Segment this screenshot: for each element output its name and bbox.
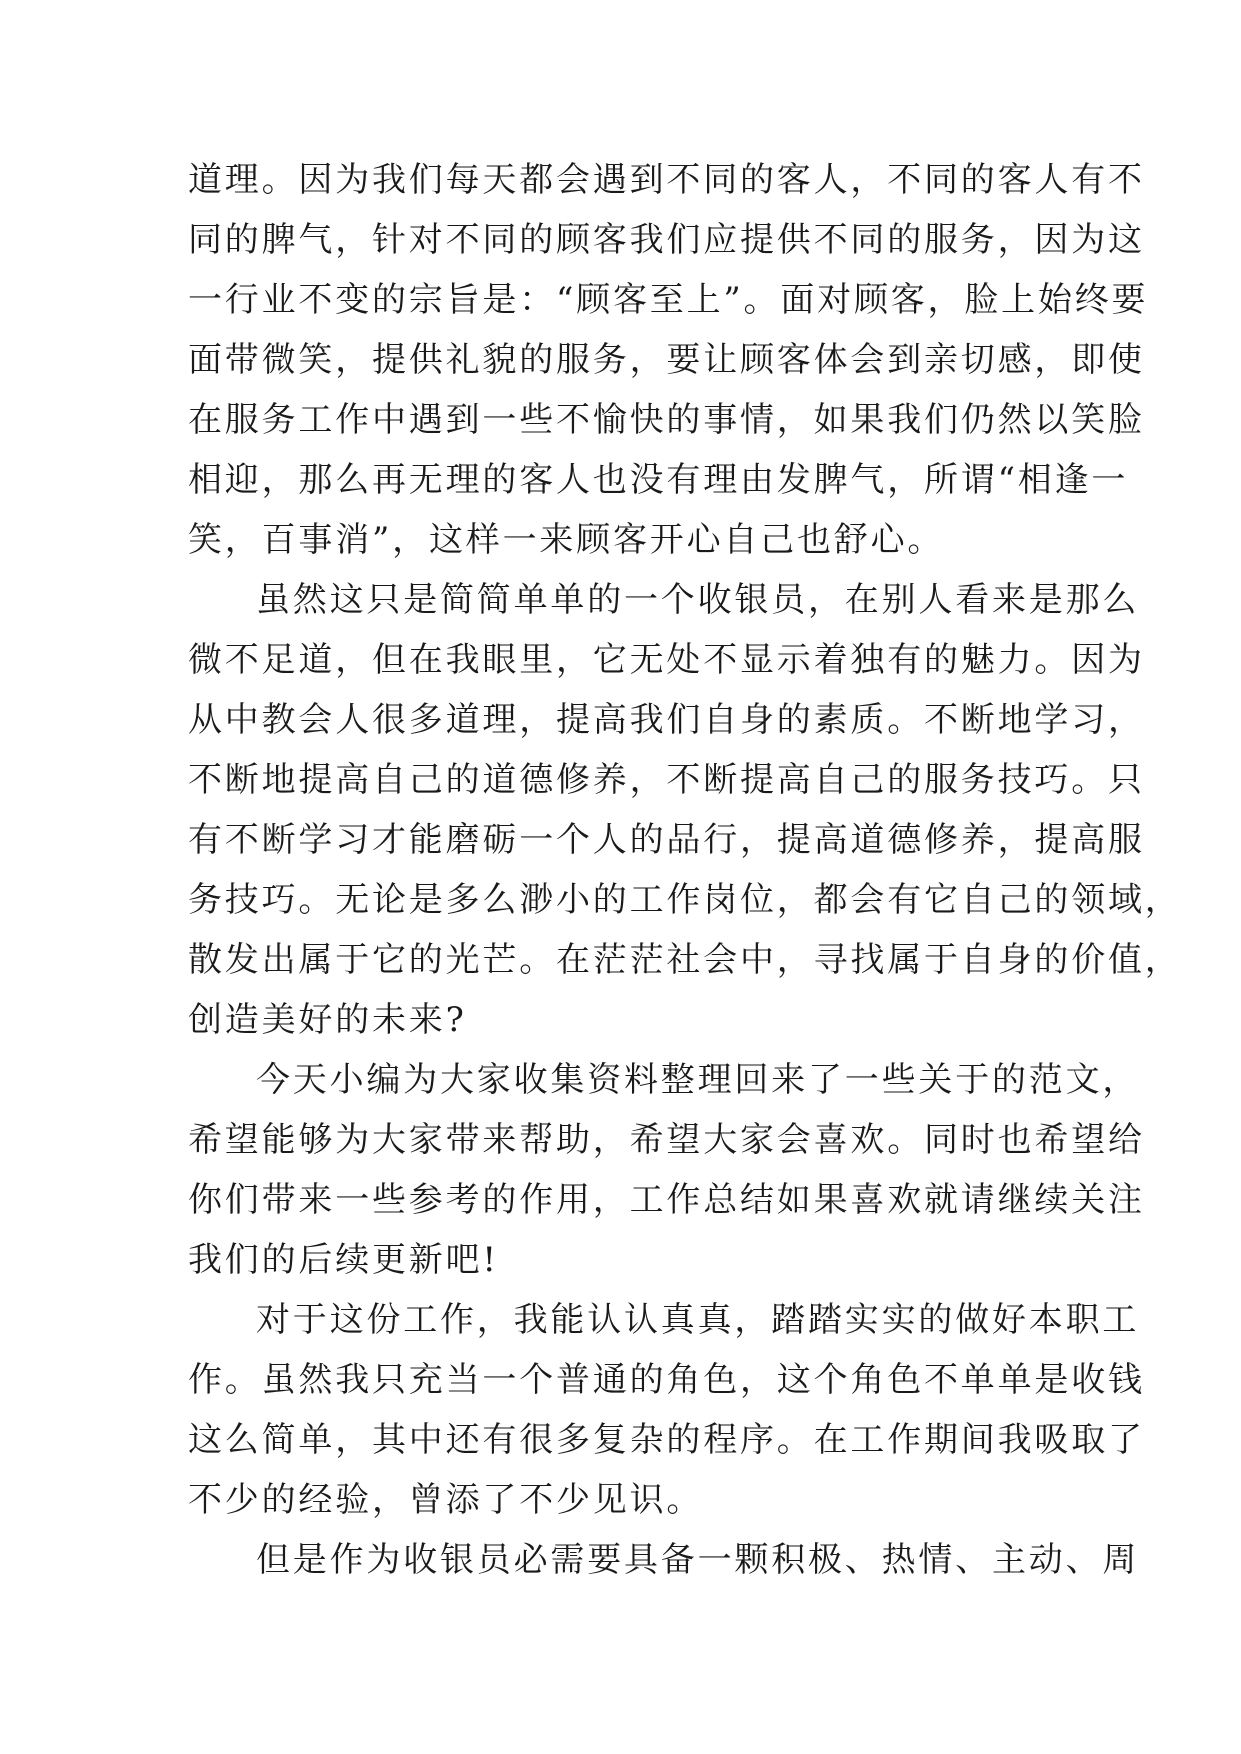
text-line: 一行业不变的宗旨是：“顾客至上”。面对顾客，脸上始终要 bbox=[188, 280, 1149, 320]
paragraph-first-line: 对于这份工作，我能认认真真，踏踏实实的做好本职工 bbox=[256, 1300, 1140, 1340]
text-line: 微不足道，但在我眼里，它无处不显示着独有的魅力。因为 bbox=[188, 640, 1145, 680]
text-line: 相迎，那么再无理的客人也没有理由发脾气，所谓“相逢一 bbox=[188, 460, 1129, 500]
text-line: 作。虽然我只充当一个普通的角色，这个角色不单单是收钱 bbox=[188, 1360, 1145, 1400]
text-line: 面带微笑，提供礼貌的服务，要让顾客体会到亲切感，即使 bbox=[188, 340, 1145, 380]
paragraph-first-line: 但是作为收银员必需要具备一颗积极、热情、主动、周 bbox=[256, 1540, 1140, 1580]
text-line: 不少的经验，曾添了不少见识。 bbox=[188, 1480, 704, 1520]
paragraph-first-line: 虽然这只是简简单单的一个收银员，在别人看来是那么 bbox=[256, 580, 1140, 620]
text-line: 希望能够为大家带来帮助，希望大家会喜欢。同时也希望给 bbox=[188, 1120, 1145, 1160]
text-line: 散发出属于它的光芒。在茫茫社会中，寻找属于自身的价值， bbox=[188, 940, 1182, 980]
document-body bbox=[188, 150, 1182, 1590]
text-line: 从中教会人很多道理，提高我们自身的素质。不断地学习， bbox=[188, 700, 1145, 740]
text-line: 我们的后续更新吧! bbox=[188, 1240, 499, 1280]
text-line: 不断地提高自己的道德修养，不断提高自己的服务技巧。只 bbox=[188, 760, 1145, 800]
text-line: 在服务工作中遇到一些不愉快的事情，如果我们仍然以笑脸 bbox=[188, 400, 1145, 440]
text-line: 同的脾气，针对不同的顾客我们应提供不同的服务，因为这 bbox=[188, 220, 1145, 260]
paragraph-first-line: 今天小编为大家收集资料整理回来了一些关于的范文， bbox=[256, 1060, 1140, 1100]
text-line: 道理。因为我们每天都会遇到不同的客人，不同的客人有不 bbox=[188, 160, 1145, 200]
text-line: 务技巧。无论是多么渺小的工作岗位，都会有它自己的领域， bbox=[188, 880, 1182, 920]
text-line: 这么简单，其中还有很多复杂的程序。在工作期间我吸取了 bbox=[188, 1420, 1145, 1460]
text-line: 你们带来一些参考的作用，工作总结如果喜欢就请继续关注 bbox=[188, 1180, 1145, 1220]
text-line: 有不断学习才能磨砺一个人的品行，提高道德修养，提高服 bbox=[188, 820, 1145, 860]
text-line: 笑，百事消”，这样一来顾客开心自己也舒心。 bbox=[188, 520, 945, 560]
text-line: 创造美好的未来? bbox=[188, 1000, 467, 1040]
